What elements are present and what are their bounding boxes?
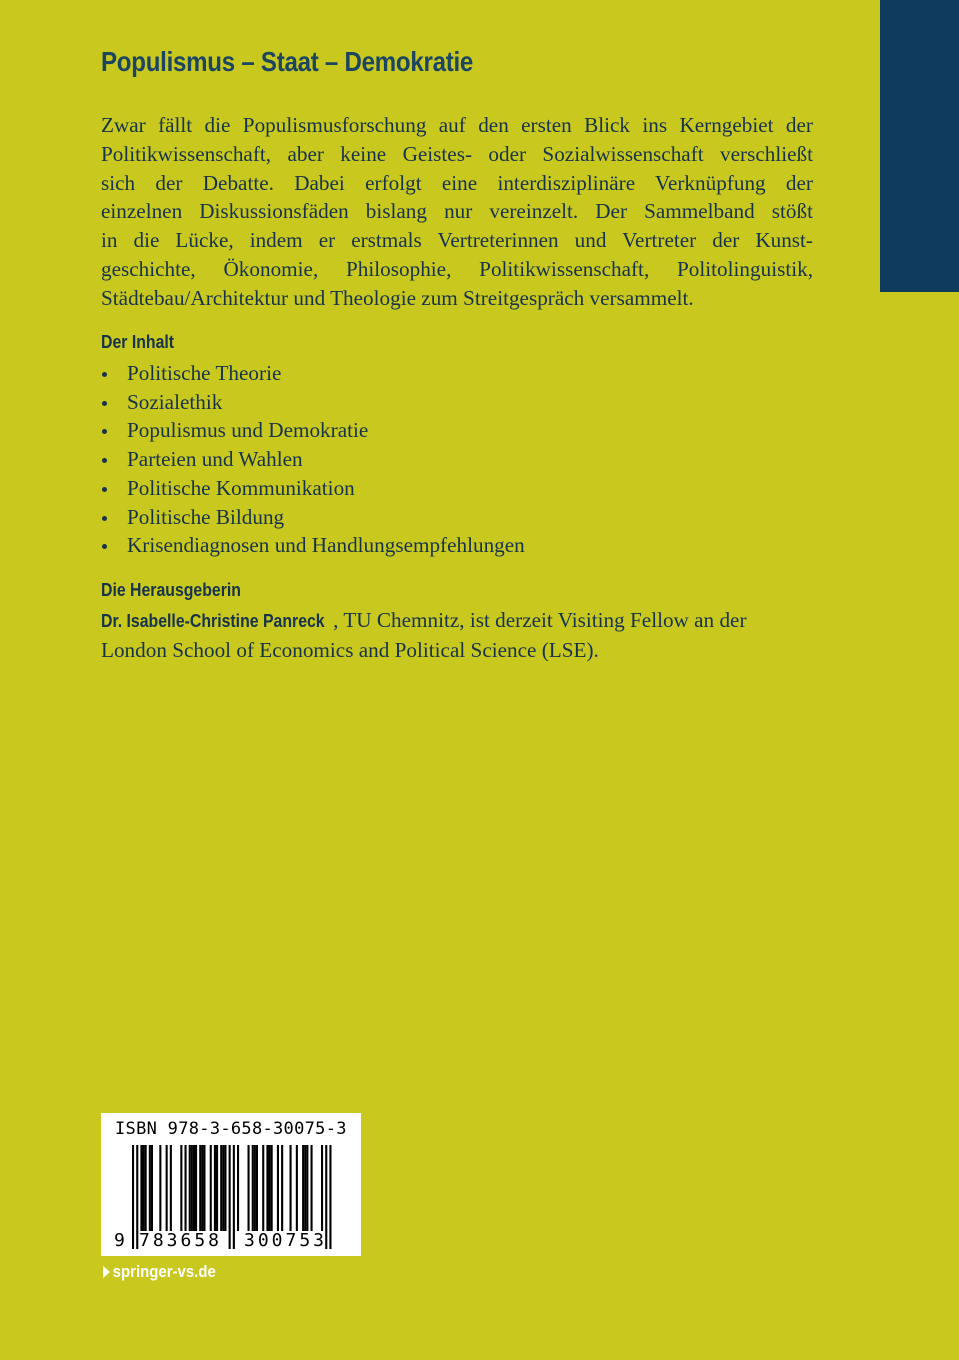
- barcode-bar: [132, 1145, 134, 1249]
- contents-list: [101, 359, 525, 560]
- barcode-bar: [321, 1145, 323, 1231]
- editor-bio-line: London School of Economics and Political Science (LSE).: [101, 638, 599, 662]
- intro-line: sich der Debatte. Dabei erfolgt eine interdisziplinäre Verknüpfung der: [101, 170, 813, 195]
- barcode-bar: [296, 1145, 298, 1231]
- barcode-bar: [224, 1145, 226, 1231]
- intro-line: geschichte, Ökonomie, Philosophie, Politikwissenschaft, Politolinguistik,: [101, 256, 813, 281]
- isbn-label: ISBN 978-3-658-30075-3: [115, 1119, 347, 1139]
- barcode-bar: [195, 1145, 197, 1231]
- barcode-bar: [170, 1145, 172, 1231]
- barcode-bar: [159, 1145, 161, 1231]
- barcode-bar: [193, 1145, 195, 1231]
- barcode-bar: [252, 1145, 254, 1231]
- website-label: springer-vs.de: [112, 1262, 216, 1281]
- barcode-bar: [216, 1145, 218, 1231]
- barcode-bar: [143, 1145, 145, 1231]
- corner-color-tab: [880, 0, 959, 292]
- intro-line: Politikwissenschaft, aber keine Geistes- oder Sozialwissenschaft verschließt: [101, 141, 813, 166]
- intro-line: einzelnen Diskussionsfäden bislang nur vereinzelt. Der Sammelband stößt: [101, 199, 813, 224]
- barcode-bar: [256, 1145, 258, 1231]
- editor-heading: Die Herausgeberin: [101, 580, 241, 600]
- ean-left-group: 783658: [139, 1230, 223, 1251]
- barcode-bar: [136, 1145, 138, 1249]
- barcode-bar: [220, 1145, 222, 1231]
- barcode-bar: [329, 1145, 331, 1249]
- intro-paragraph: [101, 111, 813, 313]
- barcode-bar: [290, 1145, 292, 1231]
- back-cover-title: Populismus – Staat – Demokratie: [101, 46, 474, 77]
- play-arrow-icon: [103, 1266, 110, 1278]
- barcode-bar: [151, 1145, 153, 1231]
- list-item: Politische Bildung: [101, 503, 525, 532]
- barcode-bar: [269, 1145, 271, 1231]
- barcode-bar: [201, 1145, 203, 1231]
- list-item: Parteien und Wahlen: [101, 445, 525, 474]
- barcode-bar: [214, 1145, 216, 1231]
- barcode-bar: [203, 1145, 205, 1231]
- list-item: Politische Theorie: [101, 359, 525, 388]
- barcode-bar: [304, 1145, 306, 1231]
- list-item: Sozialethik: [101, 388, 525, 417]
- barcode-bar: [306, 1145, 308, 1231]
- barcode-bar: [254, 1145, 256, 1231]
- barcode-bar: [210, 1145, 212, 1231]
- barcode-bar: [222, 1145, 224, 1231]
- barcode-bar: [145, 1145, 147, 1231]
- barcode-bar: [229, 1145, 231, 1249]
- barcode-bar: [248, 1145, 250, 1231]
- ean-right-group: 300753: [244, 1230, 328, 1251]
- barcode-bar: [185, 1145, 187, 1231]
- barcode-bar: [140, 1145, 142, 1231]
- list-item: Krisendiagnosen und Handlungsempfehlungen: [101, 531, 525, 560]
- editor-bio-line: [101, 606, 816, 636]
- barcode-bar: [311, 1145, 313, 1231]
- barcode-bar: [199, 1145, 201, 1231]
- editor-bio: [101, 606, 816, 665]
- website-link[interactable]: [103, 1262, 216, 1282]
- intro-line: Städtebau/Architektur und Theologie zum Streitgespräch versammelt.: [101, 285, 694, 310]
- barcode-bar: [189, 1145, 191, 1231]
- intro-line: in die Lücke, indem er erstmals Vertreterinnen und Vertreter der Kunst-: [101, 228, 813, 253]
- barcode-bar: [281, 1145, 283, 1231]
- ean-first-digit: 9: [114, 1230, 125, 1251]
- barcode-bar: [180, 1145, 182, 1231]
- list-item: Populismus und Demokratie: [101, 416, 525, 445]
- barcode-bar: [277, 1145, 279, 1231]
- barcode-bar: [271, 1145, 273, 1231]
- list-item: Politische Kommunikation: [101, 474, 525, 503]
- editor-name: Dr. Isabelle-Christine Panreck: [101, 611, 325, 631]
- barcode-bar: [302, 1145, 304, 1231]
- barcode-bar: [237, 1145, 239, 1231]
- barcode-bar: [262, 1145, 264, 1231]
- barcode-bar: [233, 1145, 235, 1249]
- intro-line: Zwar fällt die Populismusforschung auf den ersten Blick ins Kerngebiet der: [101, 113, 813, 137]
- barcode-bar: [149, 1145, 151, 1231]
- barcode-bar: [191, 1145, 193, 1231]
- editor-affiliation: , TU Chemnitz, ist derzeit Visiting Fellow an der: [333, 608, 747, 632]
- isbn-barcode: [101, 1113, 361, 1256]
- contents-heading: Der Inhalt: [101, 332, 175, 352]
- barcode-bar: [266, 1145, 268, 1231]
- barcode-bar: [166, 1145, 168, 1231]
